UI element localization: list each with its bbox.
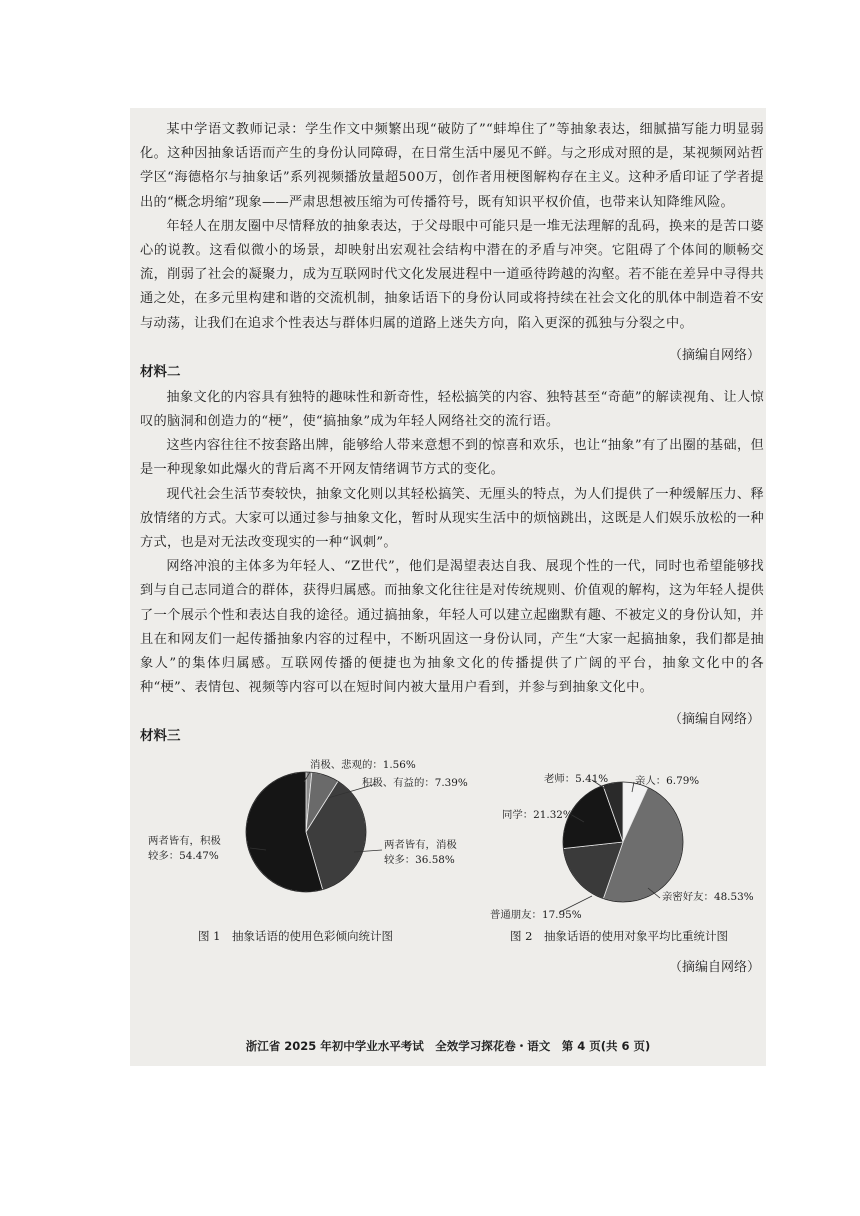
material2-title: 材料二 [140,363,181,380]
charts-area [140,752,770,952]
chart1-label-positive: 积极、有益的：7.39% [362,777,468,790]
exam-page [130,108,766,1066]
page-footer: 浙江省 2025 年初中学业水平考试 全效学习探花卷・语文 第 4 页(共 6 页) [245,1039,651,1053]
chart1-label-mixed-positive-1: 两者皆有，积极 [148,835,221,848]
chart1-label-mixed-negative-2: 较多：36.58% [384,854,455,867]
chart2-label-ordinary-friend: 普通朋友：17.95% [490,909,582,922]
material3-source: （摘编自网络） [668,960,760,976]
chart1-caption: 图 1 抽象话语的使用色彩倾向统计图 [198,929,393,944]
material2-paragraph-1: 抽象文化的内容具有独特的趣味性和新奇性，轻松搞笑的内容、独特甚至“奇葩”的解读视角、让人惊叹的脑洞和创造力的“梗”，使“搞抽象”成为年轻人网络社交的流行语。 [140,389,764,430]
chart1-label-negative: 消极、悲观的：1.56% [310,759,416,772]
material2-paragraph-4: 网络冲浪的主体多为年轻人、“Z世代”，他们是渴望表达自我、展现个性的一代，同时也希望能够找到与自己志同道合的群体，获得归属感。而抽象文化往往是对传统规则、价值观的解构，这为年轻人提供了一个展示个性和表达自我的途径。通过搞抽象，年轻人可以建立起幽默有趣、不被定义的身份认知，并且在和网友们一起传播抽象内容的过程中，不断巩固这一身份认同，产生“大家一起搞抽象，我们都是抽象人”的集体归属感。互联网传播的便捷也为抽象文化的传播提供了广阔的平台，抽象文化中的各种“梗”、表情包、视频等内容可以在短时间内被大量用户看到，并参与到抽象文化中。 [140,559,764,696]
material2-paragraph-3: 现代社会生活节奏较快，抽象文化则以其轻松搞笑、无厘头的特点，为人们提供了一种缓解压力、释放情绪的方式。大家可以通过参与抽象文化，暂时从现实生活中的烦恼跳出，这既是人们娱乐放松的一种方式，也是对无法改变现实的一种“讽刺”。 [140,486,764,551]
material1-source: （摘编自网络） [668,347,760,363]
chart2-label-classmate: 同学：21.32% [502,809,573,822]
material1-paragraph-2: 年轻人在朋友圈中尽情释放的抽象表达，于父母眼中可能只是一堆无法理解的乱码，换来的是苦口婆心的说教。这看似微小的场景，却映射出宏观社会结构中潜在的矛盾与冲突。它阻碍了个体间的顺畅交流，削弱了社会的凝聚力，成为互联网时代文化发展进程中一道亟待跨越的沟壑。若不能在差异中寻得共通之处，在多元里构建和谐的交流机制，抽象话语下的身份认同或将持续在社会文化的肌体中制造着不安与动荡，让我们在追求个性表达与群体归属的道路上迷失方向，陷入更深的孤独与分裂之中。 [140,218,764,331]
material1-paragraph-1: 某中学语文教师记录：学生作文中频繁出现“破防了”“蚌埠住了”等抽象表达，细腻描写能力明显弱化。这种因抽象话语而产生的身份认同障碍，在日常生活中屡见不鲜。与之形成对照的是，某视频网站哲学区“海德格尔与抽象话”系列视频播放量超500万，创作者用梗图解构存在主义。这种矛盾印证了学者提出的“概念坍缩”现象——严肃思想被压缩为可传播符号，既有知识平权价值，也带来认知降维风险。 [140,122,764,210]
material2-source: （摘编自网络） [668,712,760,728]
chart2-label-family: 亲人：6.79% [635,775,700,788]
chart2-label-teacher: 老师：5.41% [544,773,609,786]
chart2-label-close-friend: 亲密好友：48.53% [662,891,754,904]
material3-title: 材料三 [140,728,181,745]
chart1-label-mixed-negative-1: 两者皆有，消极 [384,839,457,852]
material2-paragraph-2: 这些内容往往不按套路出牌，能够给人带来意想不到的惊喜和欢乐，也让“抽象”有了出圈的基础，但是一种现象如此爆火的背后离不开网友情绪调节方式的变化。 [140,438,764,478]
chart1-label-mixed-positive-2: 较多：54.47% [148,850,219,863]
chart2-caption: 图 2 抽象话语的使用对象平均比重统计图 [510,929,728,944]
